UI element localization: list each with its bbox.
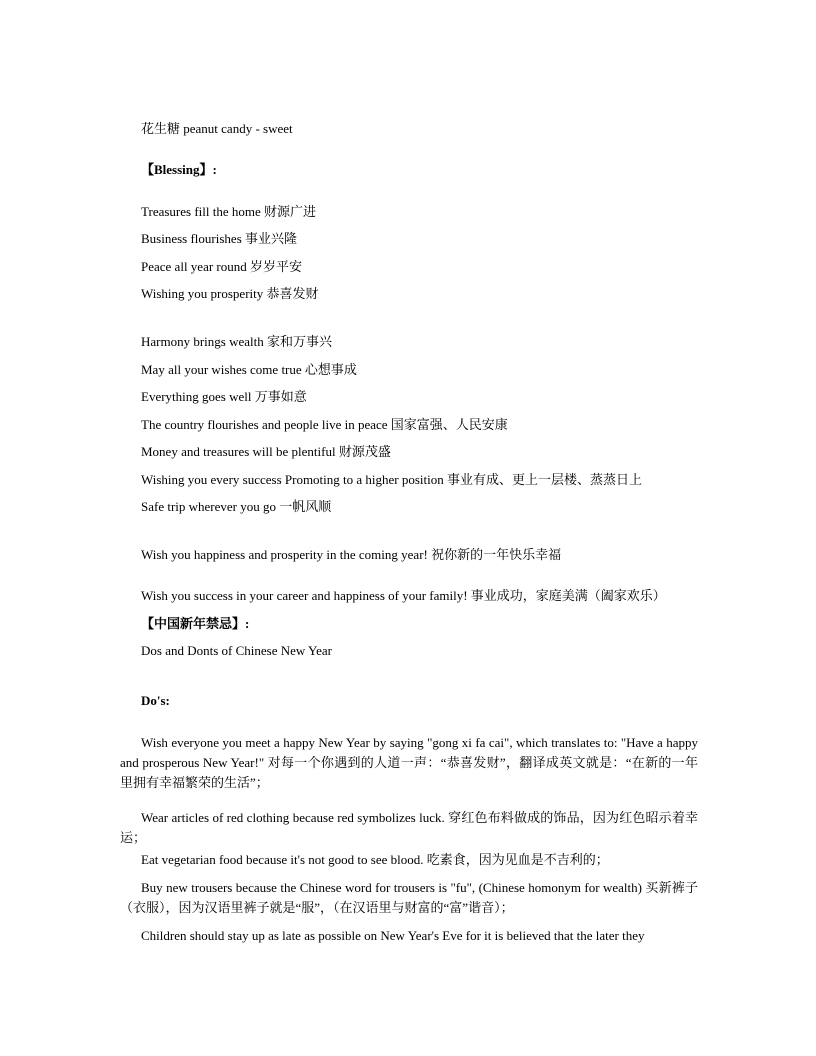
blessing-item: Everything goes well 万事如意 (141, 389, 307, 404)
dos-paragraph: Eat vegetarian food because it's not good to see blood. 吃素食，因为见血是不吉利的； (141, 852, 609, 867)
wish-line: Wish you success in your career and happiness of your family! 事业成功，家庭美满（阖家欢乐） (141, 588, 666, 603)
blessing-item: May all your wishes come true 心想事成 (141, 362, 357, 377)
dos-paragraph: Children should stay up as late as possible on New Year's Eve for it is believed that the later they (141, 928, 645, 943)
dos-heading: Do's: (141, 693, 170, 708)
blessing-item: Business flourishes 事业兴隆 (141, 231, 298, 246)
blessing-item: Wishing you every success Promoting to a higher position 事业有成、更上一层楼、蒸蒸日上 (141, 472, 643, 487)
blessing-item: Treasures fill the home 财源广进 (141, 204, 316, 219)
dos-paragraph: Wish everyone you meet a happy New Year by saying "gong xi fa cai", which translates to: "Have a happy and prosperous New Year!" 对每一个你遇到的人道一声：“恭喜发财”，翻译成英文就是：“在新的一年里拥有幸福繁荣的生活”； (120, 735, 698, 790)
dos-paragraph: Wear articles of red clothing because red symbolizes luck. 穿红色布料做成的饰品，因为红色昭示着幸运； (120, 810, 698, 845)
blessing-item: The country flourishes and people live in peace 国家富强、人民安康 (141, 417, 508, 432)
blessing-item: Peace all year round 岁岁平安 (141, 259, 303, 274)
blessing-item: Safe trip wherever you go 一帆风顺 (141, 499, 332, 514)
blessing-heading: 【Blessing】: (141, 162, 217, 177)
dos-paragraph: Buy new trousers because the Chinese word for trousers is "fu", (Chinese homonym for wealth) 买新裤子（衣服），因为汉语里裤子就是“服”，（在汉语里与财富的“富”谐音）； (120, 880, 698, 915)
taboo-subtitle: Dos and Donts of Chinese New Year (141, 643, 333, 658)
taboo-heading: 【中国新年禁忌】: (141, 616, 250, 631)
intro-line: 花生糖 peanut candy - sweet (141, 121, 293, 136)
blessing-item: Wishing you prosperity 恭喜发财 (141, 286, 319, 301)
wish-line: Wish you happiness and prosperity in the coming year! 祝你新的一年快乐幸福 (141, 547, 562, 562)
blessing-item: Harmony brings wealth 家和万事兴 (141, 334, 333, 349)
blessing-item: Money and treasures will be plentiful 财源茂盛 (141, 444, 391, 459)
